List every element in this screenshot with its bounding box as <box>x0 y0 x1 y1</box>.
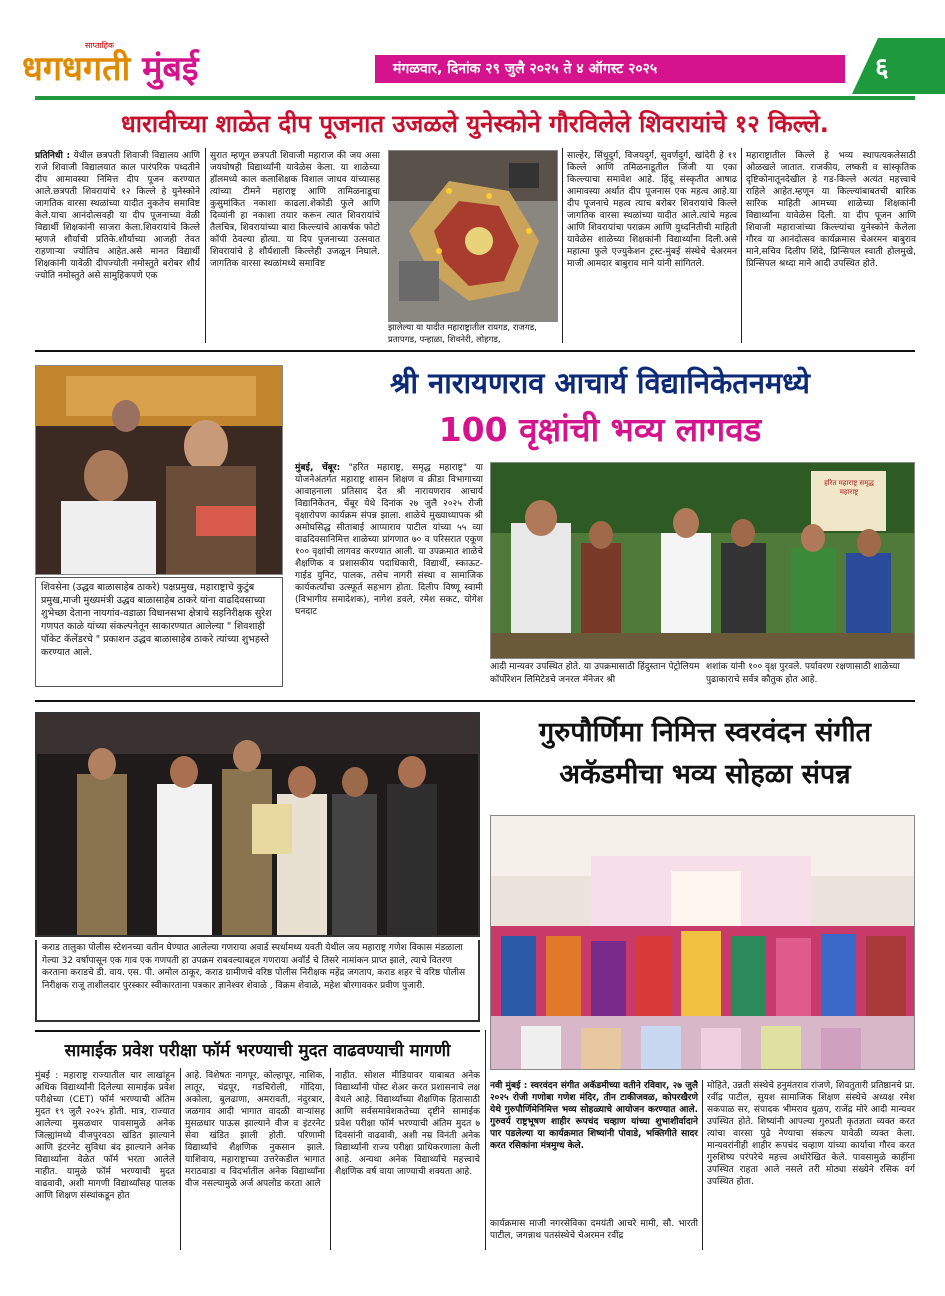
story5-col2: आहे. विशेषतः नागपूर, कोल्हापूर, नाशिक, लातूर, चंद्रपूर, गडचिरोली, गोंदिया, अकोला, बुलढाणा, अमरावती, नंदुरबार, जळगाव आदी भागात वादळी वाऱ्यांसह मुसळधार पाऊस झाल्याने वीज व इंटरनेट सेवा खंडित झाली होती. परिणामी विद्यार्थ्यांचे शैक्षणिक नुकसान झाले. याशिवाय, महाराष्ट्राच्या उत्तरेकडील भागात मराठवाडा व विदर्भातील अनेक विद्यार्थ्यांना वीज नसल्यामुळे अर्ज अपलोड करता आले <box>185 1071 325 1189</box>
story5-title: सामाईक प्रवेश परीक्षा फॉर्म भरण्याची मुदत वाढवण्याची मागणी <box>64 1041 451 1061</box>
story3-photo <box>35 365 283 575</box>
newspaper-logo <box>22 46 199 92</box>
story5-col3: नाहीत. सोशल मीडियावर याबाबत अनेक विद्यार्थ्यांनी पोस्ट शेअर करत प्रशासनाचे लक्ष वेधले आहे. विद्यार्थ्यांच्या शैक्षणिक हितासाठी आणि सर्वसमावेशकतेच्या दृष्टीने सामाईक प्रवेश परीक्षा फॉर्म भरण्याची अंतिम मुदत ७ दिवसांनी वाढवावी, अशी नम्र विनंती अनेक विद्यार्थ्यांनी राज्य परीक्षा प्राधिकरणाला केली आहे. अन्यथा अनेक विद्यार्थ्यांचे महत्त्वाचे शैक्षणिक वर्ष वाया जाण्याची शक्यता आहे. <box>335 1071 480 1177</box>
column-divider <box>702 1080 703 1250</box>
story2-body <box>295 462 483 692</box>
section-rule <box>35 1030 480 1032</box>
story2-title-line2: 100 वृक्षांची भव्य लागवड <box>438 410 762 449</box>
story1-col2: सुरात म्हणून छत्रपती शिवाजी महाराज की जय असा जयघोषही विद्यार्थ्यांनी यावेळेस केला. या शाळेच्या हॉलमध्ये काल कलाशिक्षक विशाल जाधव यांच्यासह त्यांच्या टीमने महाराष्ट्र आणि तामिळनाडूचा कुसुमांकित नकाशा काढला.शेकोडी फुले आणि दिव्यांनी हा नकाशा तयार करून त्यात शिवरायांचे तैलचित्र, शिवरायांच्या बारा किल्ल्यांचे आकर्षक फोटो कॉपी ठेवल्या होत्या. या दिप पुजनाच्या उत्सवात शिवरायांचे हे शौर्यशाली किल्लेही उजळून निघाले. जागतिक वारसा स्थळांमध्ये समाविष्ट <box>210 151 380 269</box>
section-rule <box>35 700 915 702</box>
column-divider <box>205 148 206 343</box>
column-divider <box>180 1068 181 1250</box>
story2-title-line1: श्री नारायणराव आचार्य विद्यानिकेतनमध्ये <box>390 366 810 400</box>
award-ceremony-photo <box>37 714 480 937</box>
story4-lead: नवी मुंबई : स्वरवंदन संगीत अकॅडमीच्या वतीने रविवार, २७ जुलै २०२५ रोजी गणोबा गणेश मंदिर, तीन टाकीजवळ, कोपरखैरणे येथे गुरुपौर्णिमेनिमित्त भव्य सोहळ्याचे आयोजन करण्यात आले. गुरुवर्य राष्ट्रभूषण शाहीर रूपचंद चव्हाण यांच्या शुभाशीर्वादाने पार पडलेल्या या कार्यक्रमात शिष्यांनी पोवाडे, भक्तिगीते सादर करत रसिकांना मंत्रमुग्ध केले. <box>490 1081 698 1151</box>
column-divider <box>741 148 742 343</box>
banner-text: हरित महाराष्ट्र समृद्ध महाराष्ट्र <box>824 479 874 496</box>
weekly-label: साप्ताहिक <box>85 41 115 50</box>
story1-col1-text: येथील छत्रपती शिवाजी विद्यालय आणि राजे शिवाजी विद्यालयात काल पारंपरिक पध्दतीने दीप आमावस्या निमित्त दीप पूजन करण्यात आले.छत्रपती शिवरायांचे १२ किल्ले हे युनेस्कोने जागतिक वारसा स्थळांच्या यादीत नुकतेच समाविष्ट केले.याचा आनंदोत्सवही या दीप पूजनाच्या वेळी विद्यार्थी शिक्षकांनी साजरा केला.शिवरायांचे किल्ले म्हणजे शौर्याची प्रतिके.शौर्याच्या आजही तेवत राहणाऱ्या ज्योतिच आहेत.असे मानत विद्यार्थी शिक्षकांनी यावेळी दीपज्योती नमोस्तुते बरोबर शौर्य ज्योति नमोस्तुते असे सामुहिकपणे एक <box>35 151 200 281</box>
fort-map-image <box>389 151 558 322</box>
story2-body-text: "हरित महाराष्ट्र, समृद्ध महाराष्ट्र" या योजनेअंतर्गत महाराष्ट्र शासन शिक्षण व क्रीडा विभागाच्या आवाहनाला प्रतिसाद देत श्री नारायणराव आचार्य विद्यानिकेतन, चेंबूर येथे दिनांक २७ जुलै २०२५ रोजी वृक्षारोपण कार्यक्रम संपन्न झाला. शाळेचे मुख्याध्यापक श्री अमोघसिद्ध सीताबाई आप्पाराव पाटील यांच्या ५५ व्या वाढदिवसानिमित्त शाळेच्या प्रांगणात ७० व परिसरात एकूण १०० वृक्षांची लागवड करण्यात आली. या उपक्रमात शाळेचे शैक्षणिक व प्रशासकीय पदाधिकारी, विद्यार्थी, स्काऊट-गाईड युनिट, पालक, तसेच नागरी संस्था व सामाजिक कार्यकर्त्यांचा उत्स्फूर्त सहभाग होता. दिलीप विष्णू स्वामी (विभागीय समादेशक), नागेश डवले, रमेश सकट, योगेश घनदाट <box>295 463 483 617</box>
story2-caption-left: आदी मान्यवर उपस्थित होते. या उपक्रमासाठी हिंदुस्तान पेट्रोलियम कॉर्पोरेशन लिमिटेडचे जनरल मॅनेजर श्री <box>490 662 700 685</box>
story2-caption-right: शशांक यांनी १०० वृक्ष पुरवले. पर्यावरण रक्षणासाठी शाळेच्या पुढाकाराचे सर्वत्र कौतुक होत आहे. <box>706 662 900 685</box>
story3-caption: शिवसेना (उद्धव बाळासाहेब ठाकरे) पक्षप्रमुख, महाराष्ट्राचे कुटुंब प्रमुख,माजी मुख्यमंत्री उद्धव बाळासाहेब ठाकरे यांना वाढदिवसाच्या शुभेच्छा देताना नायगांव-वडाळा विधानसभा क्षेत्राचे सहनिरीक्षक सुरेश गणपत काळे यांच्या संकल्पनेतून साकारण्यात आलेल्या " शिवशाही पॉकेट कॅलेंडरचे " प्रकाशन उद्धव बाळासाहेब ठाकरे त्यांच्या शुभहस्ते करण्यात आले. <box>35 577 283 687</box>
story1-col3: साल्हेर, सिंधुदुर्ग, विजयदुर्ग, सुवर्णदुर्ग, खांदेरी हे ११ किल्ले आणि तमिळनाडूतील जिंजी या एका किल्ल्याचा समावेश आहे. हिंदू संस्कृतीत आषाढ आमावस्या अर्थात दीप पूजनास एक महत्व आहे.या दीप पूजनाचे महत्व त्याच बरोबर शिवरायांचे किल्ले जागतिक वारसा स्थळांच्या यादीत आले.त्यांचे महत्व आणि शिवरायांचा पराक्रम आणि युध्दनितीची माहिती यावेळेस शाळेच्या शिक्षकांनी विद्यार्थ्यांना दिली.असे महात्मा फुले एज्युकेशन ट्रस्ट-मुंबई संस्थेचे चेअरमन माजी आमदार बाबुराव माने यांनी सांगितले. <box>567 151 737 269</box>
police-photo <box>35 712 480 937</box>
story1-headline: धारावीच्या शाळेत दीप पूजनात उजळले युनेस्कोने गौरविलेले शिवरायांचे १२ किल्ले. <box>121 110 829 138</box>
story1-photo-fort-map <box>388 150 558 322</box>
date-bar: मंगळवार, दिनांक २९ जुलै २०२५ ते ४ ऑगस्ट २०२५ <box>375 55 845 83</box>
story2-photo <box>490 462 915 659</box>
story1-byline: प्रतिनिधी : <box>35 151 71 161</box>
column-divider <box>330 1068 331 1250</box>
logo-part-2: मुंबई <box>142 49 199 89</box>
section-rule <box>35 350 915 352</box>
story1-col1 <box>35 150 200 342</box>
page-number: ६ <box>875 53 889 83</box>
story4-title: गुरुपौर्णिमा निमित्त स्वरवंदन संगीत अकॅडमीचा भव्य सोहळा संपन्न <box>538 717 872 790</box>
story2-byline: मुंबई, चेंबूर: <box>295 463 341 473</box>
story4-photo <box>490 815 915 1070</box>
music-academy-photo <box>491 816 915 1070</box>
story1-col4: महाराष्ट्रातील किल्ले हे भव्य स्थापत्यकलेसाठी ओळखले जातात. राजकीय, लष्करी व सांस्कृतिक दृष्टिकोनातूनदेखील हे गड-किल्ले अत्यंत महत्त्वाचे राहिले आहेत.म्हणून या किल्ल्यांबाबतची बारिक सारिक माहिती आमच्या शाळेच्या शिक्षकांनी विद्यार्थ्यांना यावेळेस दिली. या दीप पूजन आणि शिवाजी महाराजांच्या किल्ल्यांचा युनेस्कोने केलेला गौरव या आनंदोत्सव कार्यक्रमास चेअरमन बाबुराव माने,सचिव दिलीप शिंदे, प्रिन्सिपल स्वाती होलमुखे, प्रिन्सिपल श्रध्दा माने आदी उपस्थित होते. <box>746 151 916 269</box>
column-divider <box>562 148 563 343</box>
story4-col2: मोहिते, उन्नती संस्थेचे हनुमंतराव रांजणे, शिवतुतारी प्रतिष्ठानचे प्रा. रवींद्र पाटील, सुयश सामाजिक शिक्षण संस्थेचे अध्यक्ष रमेश सकपाळ सर, संपादक भीमराव धुळप, राजेंद्र मोरे आदी मान्यवर उपस्थित होते. शिष्यांनी आपल्या गुरुप्रती कृतज्ञता व्यक्त करत त्यांचा वारसा पुढे नेण्याचा संकल्प यावेळी व्यक्त केला. मान्यवरांनीही शाहीर रूपचंद चव्हाण यांच्या कार्याचा गौरव करत गुरुशिष्य परंपरेचे महत्त्व अधोरेखित केले. पावसामुळे काहींना उपस्थित राहता आले नसले तरी मोठ्या संख्येने रसिक वर्ग उपस्थित होता. <box>707 1081 915 1187</box>
police-caption: कराड तालुका पोलीस स्टेशनच्या वतीन घेण्यात आलेल्या गणराया अवार्ड स्पर्धामध्य यवती येथील जय महाराष्ट्र गणेश विकास मंडळाला गेल्या 32 वर्षापासून एक गाव एक गणपती हा उपक्रम राबवल्याबद्दल गणराया अवॉर्ड चे तिसरे नामांकन प्राप्त झाले, त्याचे वितरण करताना कराडचे डी. वाय. एस. पी. अमोल ठाकूर, कराड ग्रामीणचे वरिष्ठ पोलीस निरीक्षक महेंद्र जगताप, कराड शहर चे वरिष्ठ पोलीस निरीक्षक राजू ताशीलदार पुरस्कार स्वीकारताना पत्रकार ज्ञानेश्वर शेवाळे , विक्रम शेवाळे, महेश बोरगावकर प्रवीण पुजारी. <box>35 940 480 1022</box>
story4-col1-rest: कार्यक्रमास माजी नगरसेविका दमयंती आचरे मामी, सौ. भारती पाटील, जगन्नाथ पतसंस्थेचे चेअरमन रवींद्र <box>490 1219 698 1241</box>
logo-part-1: धगधगती <box>22 49 131 89</box>
column-divider <box>485 1030 486 1250</box>
greeting-photo <box>36 366 283 575</box>
story1-photo-caption: झालेल्या या यादीत महाराष्ट्रातील रायगड, राजगड, प्रतापगड, पन्हाळा, शिवनेरी, लोहगड, <box>388 323 537 345</box>
story5-col1: मुंबई : महाराष्ट्र राज्यातील चार लाखांहून अधिक विद्यार्थ्यांनी दिलेल्या सामाईक प्रवेश परीक्षेच्या (CET) फॉर्म भरण्याची अंतिम मुदत १९ जुलै २०२५ होती. मात्र, राज्यात आलेल्या मुसळधार पावसामुळे अनेक जिल्ह्यांमध्ये वीजपुरवठा खंडित झाल्याने आणि इंटरनेट सुविधा बंद झाल्याने अनेक विद्यार्थ्यांना वेळेत फॉर्म भरता आलेले नाहीत. यामुळे फॉर्म भरण्याची मुदत वाढवावी, अशी मागणी विद्यार्थ्यांसह पालक आणि शिक्षण संस्थांकडून होत <box>35 1071 175 1201</box>
header-rule <box>35 96 915 100</box>
